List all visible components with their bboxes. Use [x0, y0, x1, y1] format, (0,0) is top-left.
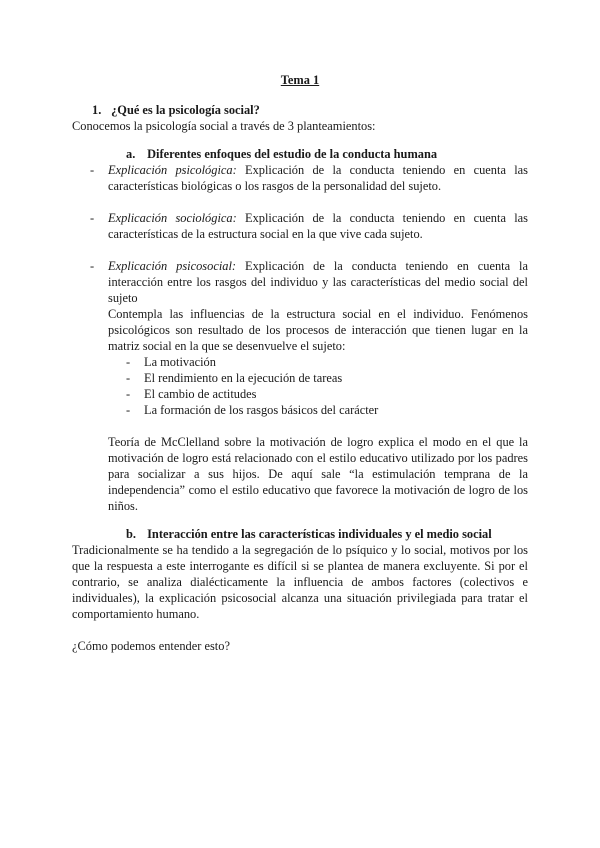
list-dash: - — [90, 211, 95, 225]
page-title: Tema 1 — [280, 73, 320, 87]
list-dash: - — [126, 355, 131, 369]
subsection-b-heading — [126, 526, 528, 542]
section-number: 1. — [92, 103, 102, 117]
psicosocial-paragraph: Contempla las influencias de la estructura social en el individuo. Fenómenos psicológicos son resultado de los procesos de interacción que tienen lugar en la matriz social en la que se desenvuelve el sujeto: — [108, 307, 528, 353]
list-dash: - — [90, 259, 95, 273]
term-psicosocial: Explicación psicosocial: — [108, 259, 237, 273]
section-heading — [92, 102, 528, 118]
list-item: - El cambio de actitudes — [126, 387, 257, 401]
list-dash: - — [126, 387, 131, 401]
subsection-a-letter: a. — [126, 147, 136, 161]
document-page — [72, 72, 528, 654]
subsection-b-paragraph: Tradicionalmente se ha tendido a la segregación de lo psíquico y lo social, motivos por los que la respuesta a este interrogante es difícil si se plantea de manera excluyente. Si por el contrario, se analiza dialécticamente la influencia de ambos factores (colectivos e individuales), la explicación psicosocial alcanza una situación privilegiada para tratar el comportamiento humano. — [72, 543, 528, 621]
mcclelland-paragraph: Teoría de McClelland sobre la motivación de logro explica el modo en el que la motivación de logro está relacionado con el estilo educativo utilizado por los padres para socializar a sus hijos. De aquí sale “la estimulación temprana de la independencia” como el estilo educativo que favorece la motivación de logro de los niños. — [108, 435, 528, 513]
list-item-psicologica — [72, 162, 528, 194]
subsection-b-heading-text: Interacción entre las características individuales y el medio social — [147, 527, 492, 541]
section-heading-text: ¿Qué es la psicología social? — [111, 103, 260, 117]
definition-psicologica: Explicación de la conducta teniendo en cuenta las características biológicas o los rasgos de la personalidad del sujeto. — [108, 163, 528, 193]
section-intro: Conocemos la psicología social a través de 3 planteamientos: — [72, 119, 376, 133]
list-item: - La formación de los rasgos básicos del carácter — [126, 403, 379, 417]
subsection-a-heading-text: Diferentes enfoques del estudio de la conducta humana — [147, 147, 438, 161]
definition-psicosocial: Explicación de la conducta teniendo en cuenta la interacción entre los rasgos del individuo y las características del medio social del sujeto — [108, 259, 528, 305]
definition-sociologica: Explicación de la conducta teniendo en cuenta las características de la estructura social en la que vive cada sujeto. — [108, 211, 528, 241]
subsection-b-letter: b. — [126, 527, 136, 541]
phenomena-list — [72, 354, 528, 418]
term-sociologica: Explicación sociológica: — [108, 211, 237, 225]
list-dash: - — [126, 371, 131, 385]
list-dash: - — [90, 163, 95, 177]
list-item: - La motivación — [126, 355, 216, 369]
list-dash: - — [126, 403, 131, 417]
closing-question: ¿Cómo podemos entender esto? — [72, 639, 230, 653]
term-psicologica: Explicación psicológica: — [108, 163, 237, 177]
list-item: - El rendimiento en la ejecución de tareas — [126, 371, 343, 385]
subsection-a-heading — [126, 146, 528, 162]
list-item-psicosocial — [72, 258, 528, 306]
list-item-sociologica — [72, 210, 528, 242]
